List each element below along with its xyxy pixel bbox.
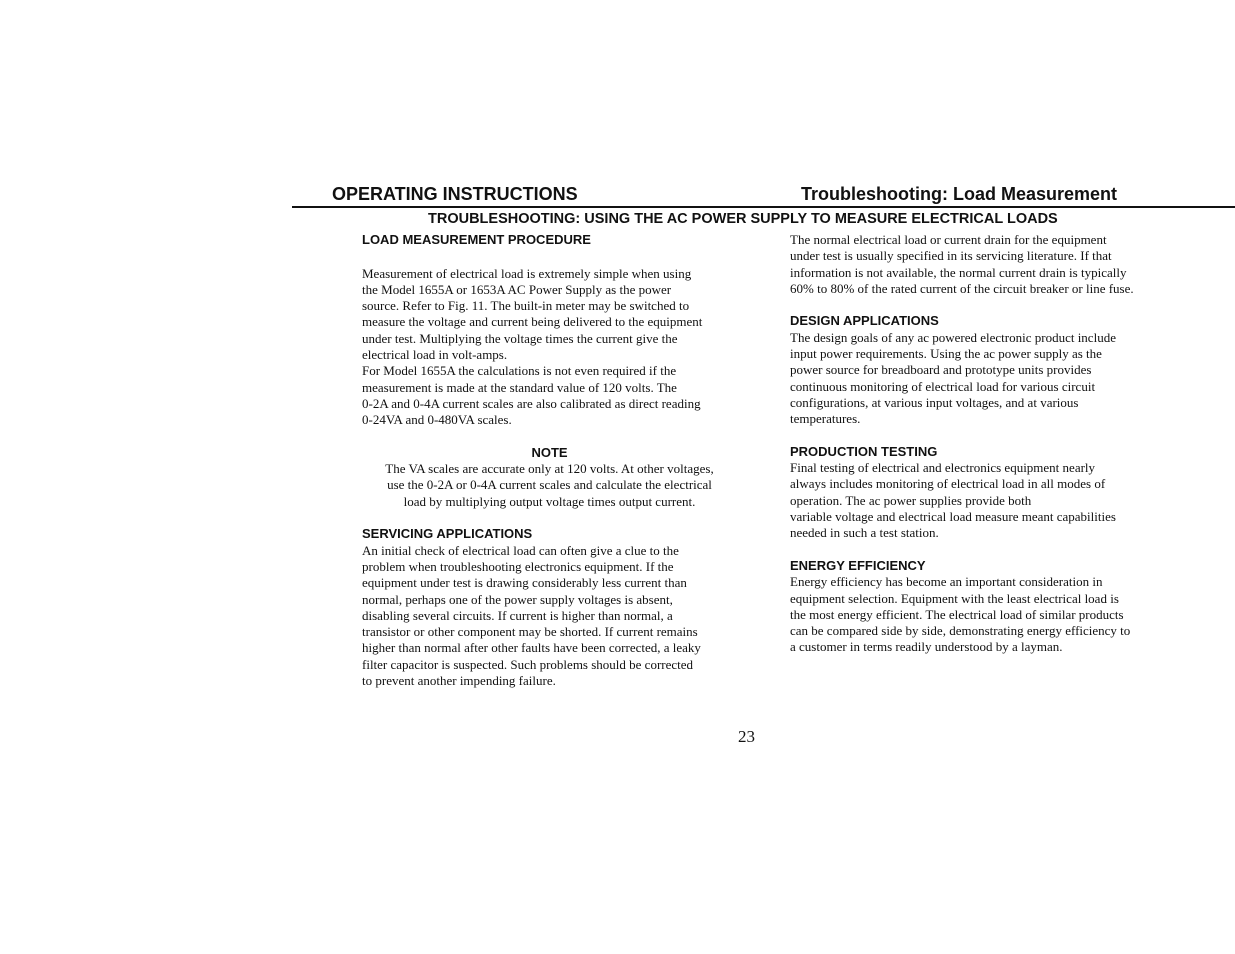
production-text: Final testing of electrical and electronics equipment nearly always includes monitoring of electrical load in all modes of operation. The ac power supplies provide both variable voltage and electrical load measure meant capabilities needed in such a test station. (790, 460, 1116, 541)
energy-text: Energy efficiency has become an important consideration in equipment selection. Equipment with the least electrical load is the most energy efficient. The electrical load of similar products can be compared side by side, demonstrating energy efficiency to a customer in terms readily understood by a layman. (790, 574, 1131, 655)
note-heading: NOTE (531, 444, 568, 460)
spacer (362, 248, 747, 264)
page-number: 23 (738, 727, 755, 746)
intro-text: The normal electrical load or current drain for the equipment under test is usually specified in its servicing literature. If that information is not available, the normal current drain is typically 60% to 80% of the rated current of the circuit breaker or line fuse. (790, 232, 1134, 296)
energy-heading: ENERGY EFFICIENCY (790, 557, 926, 573)
spacer (362, 510, 747, 526)
spacer (790, 542, 1175, 558)
servicing-text: An initial check of electrical load can often give a clue to the problem when troubleshooting electronics equipment. If the equipment under test is drawing considerably less current than normal, perhaps one of the power supply voltages is absent, disabling several circuits. If current is higher than normal, a transistor or other component may be shorted. If current remains higher than normal after other faults have been corrected, a leaky filter capacitor is suspected. Such problems should be corrected to prevent another impending failure. (362, 542, 701, 689)
load-measurement-para-2: For Model 1655A the calculations is not even required if the measurement is made at the standard value of 120 volts. The 0-2A and 0-4A current scales are also calibrated as direct reading 0-24VA and 0-480VA scales. (362, 363, 701, 428)
spacer (790, 297, 1175, 313)
servicing-heading: SERVICING APPLICATIONS (362, 526, 533, 542)
design-heading: DESIGN APPLICATIONS (790, 313, 939, 329)
left-column (362, 232, 747, 689)
header-rule (292, 206, 1235, 208)
production-heading: PRODUCTION TESTING (790, 443, 938, 459)
load-measurement-heading: LOAD MEASUREMENT PROCEDURE (362, 232, 591, 247)
spacer (790, 428, 1175, 444)
page-title: TROUBLESHOOTING: USING THE AC POWER SUPPLY TO MEASURE ELECTRICAL LOADS (428, 211, 1058, 227)
note-text: The VA scales are accurate only at 120 volts. At other voltages, use the 0-2A or 0-4A current scales and calculate the electrical load by multiplying output voltage times output current. (385, 461, 714, 509)
spacer (362, 429, 747, 445)
load-measurement-para-1: Measurement of electrical load is extremely simple when using the Model 1655A or 1653A AC Power Supply as the power source. Refer to Fig. 11. The built-in meter may be switched to measure the voltage and current being delivered to the equipment under test. Multiplying the voltage times the current give the electrical load in volt-amps. (362, 265, 703, 363)
header-right-title: Troubleshooting: Load Measurement (801, 184, 1118, 204)
header-left-title: OPERATING INSTRUCTIONS (332, 184, 578, 204)
right-column (790, 232, 1175, 656)
design-text: The design goals of any ac powered electronic product include input power requirements. Using the ac power supply as the power source for breadboard and prototype units provides continuous monitoring of electrical load for various circuit configurations, at various input voltages, and at various temperatures. (790, 329, 1116, 427)
